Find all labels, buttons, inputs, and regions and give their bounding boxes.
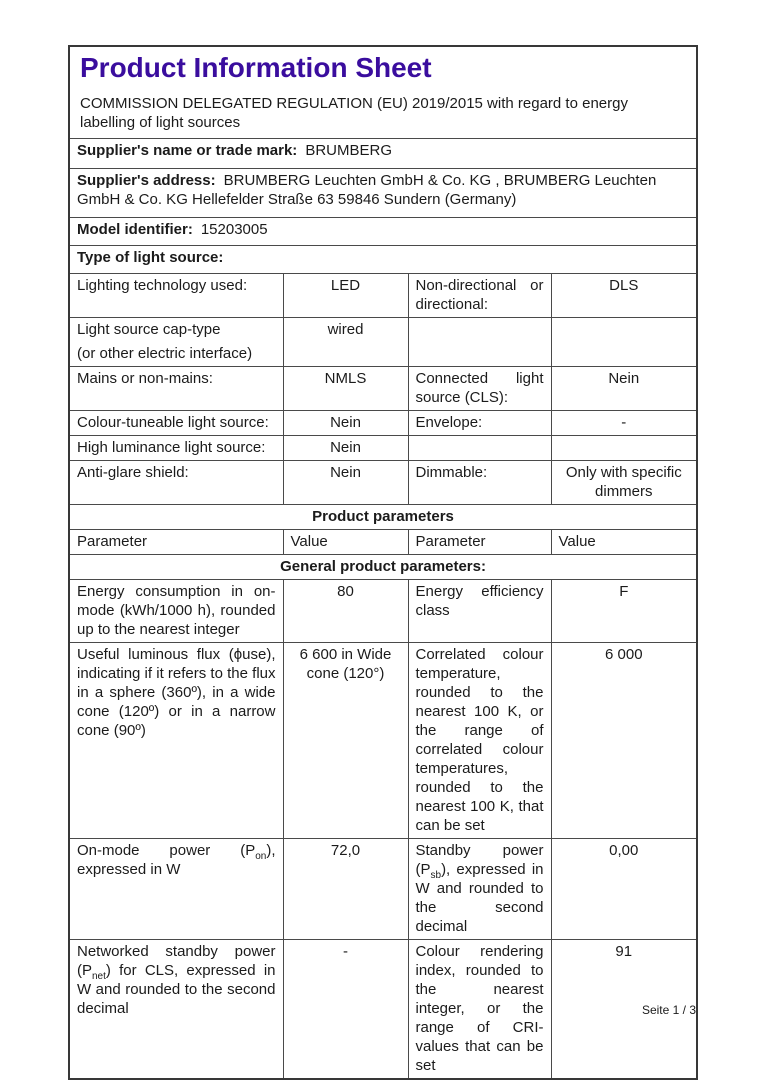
table-row [69,580,697,643]
value-cell: Nein [283,461,408,505]
table-header-row [69,530,697,555]
value-cell [551,318,697,367]
value-cell: NMLS [283,367,408,411]
param-cell: On-mode power $(P_{on})$, expressed in W [69,839,283,940]
regulation-subtitle: COMMISSION DELEGATED REGULATION (EU) 2019/2015 with regard to energy labelling of light sources [80,95,628,131]
supplier-name-row [69,139,697,169]
value-cell: Only with specific dimmers [551,461,697,505]
param-cell: Colour rendering index, rounded to the nearest integer, or the range of CRI-values that can be set [408,940,551,1080]
product-parameters-heading: Product parameters [69,505,697,530]
param-cell: Lighting technology used: [69,274,283,318]
param-cell: Dimmable: [408,461,551,505]
model-identifier-row [69,218,697,246]
value-cell: 6 000 [551,643,697,839]
table-row [69,436,697,461]
param-cell: Anti-glare shield: [69,461,283,505]
value-cell: 91 [551,940,697,1080]
param-cell [69,318,283,367]
column-header: Value [551,530,697,555]
value-cell: LED [283,274,408,318]
param-cell: Envelope: [408,411,551,436]
model-identifier-value: 15203005 [200,221,268,238]
table-row [69,411,697,436]
value-cell: 80 [283,580,408,643]
page-title: Product Information Sheet [80,52,432,83]
param-cell [408,436,551,461]
general-product-parameters-heading: General product parameters: [69,555,697,580]
supplier-name-label: Supplier's name or trade mark: [77,142,298,159]
column-header: Value [283,530,408,555]
supplier-name-value: BRUMBERG [305,142,392,159]
model-identifier-label: Model identifier: [77,221,193,238]
table-row [69,940,697,1080]
title-cell [69,46,697,139]
param-cell: Energy efficiency class [408,580,551,643]
param-cell: Mains or non-mains: [69,367,283,411]
value-cell: Nein [283,411,408,436]
subscript-on: on [255,851,267,862]
table-row [69,839,697,940]
value-cell [551,436,697,461]
value-cell: - [283,940,408,1080]
cap-type-line1: Light source cap-type [77,321,221,338]
table-row [69,367,697,411]
value-cell: DLS [551,274,697,318]
value-cell: 72,0 [283,839,408,940]
param-cell: Non-directional or directional: [408,274,551,318]
param-cell: Networked standby power $(P_{net})$ for CLS, expressed in W and rounded to the second decimal [69,940,283,1080]
value-cell: - [551,411,697,436]
param-cell: Colour-tuneable light source: [69,411,283,436]
param-cell: Connected light source (CLS): [408,367,551,411]
table-row [69,461,697,505]
value-cell: 6 600 in Wide cone (120°) [283,643,408,839]
column-header: Parameter [69,530,283,555]
product-information-table [68,45,698,1080]
param-cell [408,318,551,367]
param-cell: Standby power $(P_{sb})$, expressed in W and rounded to the second decimal [408,839,551,940]
supplier-address-label: Supplier's address: [77,172,216,189]
param-cell: High luminance light source: [69,436,283,461]
param-cell: Energy consumption in on-mode (kWh/1000 h), rounded up to the nearest integer [69,580,283,643]
column-header: Parameter [408,530,551,555]
cap-type-line2: (or other electric interface) [77,345,253,362]
subscript-sb: sb [430,870,442,881]
subscript-net: net [92,971,106,982]
type-of-light-source-row [69,246,697,274]
type-of-light-source-heading: Type of light source: [77,249,224,266]
param-cell: Useful luminous flux (ϕuse), indicating if it refers to the flux in a sphere (360º), in a wide cone (120º) or in a narrow cone (90º) [69,643,283,839]
value-cell: wired [283,318,408,367]
page-number: Seite 1 / 3 [641,1003,696,1017]
param-cell: Correlated colour temperature, rounded to the nearest 100 K, or the range of correlated colour temperatures, rounded to the nearest 100 K, that can be set [408,643,551,839]
value-cell: Nein [283,436,408,461]
value-cell: 0,00 [551,839,697,940]
table-row [69,318,697,367]
value-cell: Nein [551,367,697,411]
table-row [69,274,697,318]
table-row [69,643,697,839]
supplier-address-row [69,169,697,218]
supplier-address-value: BRUMBERG Leuchten GmbH & Co. KG , BRUMBERG Leuchten GmbH & Co. KG Hellefelder Straße 63 59846 Sundern (Germany) [77,172,657,208]
value-cell: F [551,580,697,643]
